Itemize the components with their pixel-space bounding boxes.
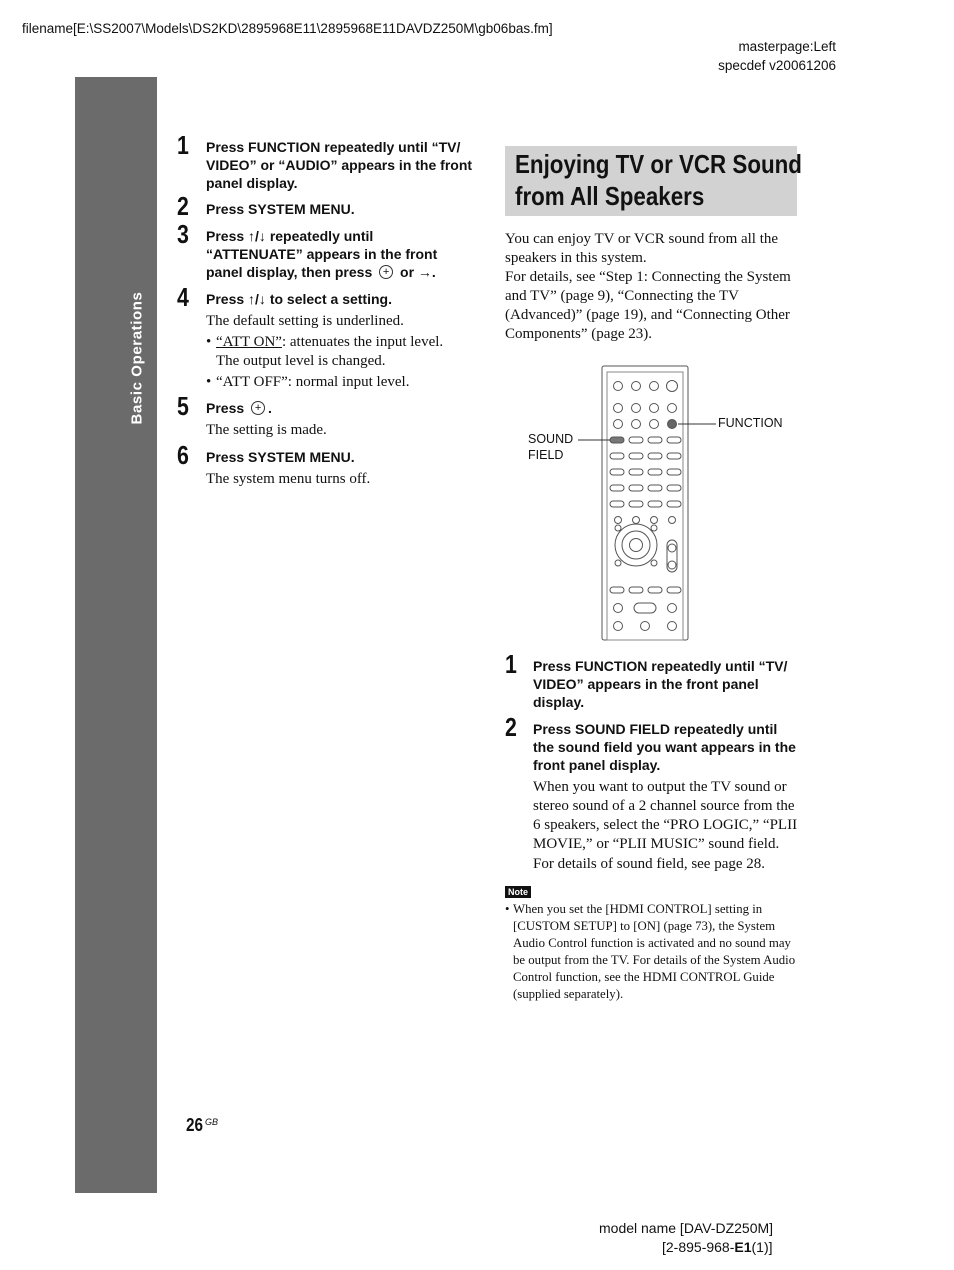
- step-5-end: .: [268, 400, 272, 416]
- step-6-heading: Press SYSTEM MENU.: [206, 449, 355, 465]
- function-callout-label: FUNCTION: [718, 416, 783, 430]
- right-step-2-heading: Press SOUND FIELD repeatedly until the sound field you want appears in the front panel display.: [533, 721, 796, 773]
- sidebar-label: Basic Operations: [128, 291, 146, 425]
- up-down-arrows-icon: ↑/↓: [248, 228, 266, 244]
- step-number: 1: [177, 130, 189, 160]
- field-label: FIELD: [528, 448, 564, 462]
- right-step-2-description: When you want to output the TV sound or stereo sound of a 2 channel source from the 6 speakers, select the “PRO LOGIC,” “PLII MOVIE,” or “PLII MUSIC” sound field.: [533, 779, 798, 852]
- up-down-arrows-icon: ↑/↓: [248, 291, 266, 307]
- step-6-description: The system menu turns off.: [206, 471, 371, 487]
- att-on-default: “ATT ON”: [216, 334, 282, 350]
- filename-header: filename[E:\SS2007\Models\DS2KD\2895968E11\2895968E11DAVDZ250M\gb06bas.fm]: [22, 21, 553, 36]
- step-3-or: or: [396, 264, 418, 280]
- step-4-text-b: to select a setting.: [265, 291, 392, 307]
- step-number: 1: [505, 649, 517, 679]
- step-number: 5: [177, 391, 189, 421]
- model-line-2: [599, 1238, 773, 1257]
- enter-button-icon: [379, 265, 393, 279]
- model-name-footer: [599, 1219, 773, 1257]
- model-code-c: (1)]: [751, 1239, 773, 1255]
- step-4-description: The default setting is underlined.: [206, 313, 404, 329]
- remote-control-figure: [520, 360, 800, 645]
- sound-label: SOUND: [528, 432, 574, 446]
- sound-field-callout-label: [528, 431, 573, 463]
- model-code-a: [2-895-968-: [662, 1239, 735, 1255]
- section-intro: [505, 230, 797, 344]
- page-number: 26: [186, 1115, 204, 1135]
- right-arrow-icon: →: [417, 264, 432, 280]
- step-4-text-a: Press: [206, 291, 249, 307]
- step-5-heading: [206, 399, 476, 417]
- step-4-heading: [206, 290, 476, 308]
- enter-button-icon: [251, 401, 265, 415]
- note-text: When you set the [HDMI CONTROL] setting in [CUSTOM SETUP] to [ON] (page 73), the System Audio Control function is activated and no sound may be output from the TV. For details of the System Audio Control function, see the HDMI CONTROL Guide (supplied separately).: [513, 902, 796, 1001]
- step-4-bullet-att-off: “ATT OFF”: normal input level.: [216, 374, 410, 390]
- note-bullet: •: [505, 902, 510, 916]
- model-line-1: model name [DAV-DZ250M]: [599, 1220, 774, 1236]
- right-step-1-heading: Press FUNCTION repeatedly until “TV/ VIDEO” appears in the front panel display.: [533, 658, 788, 710]
- section-sidebar: [75, 77, 157, 1193]
- specdef-text: specdef v20061206: [718, 58, 836, 73]
- section-title: [515, 148, 802, 212]
- step-number: 2: [505, 712, 517, 742]
- title-line-2: from All Speakers: [515, 181, 705, 211]
- step-3-heading: [206, 227, 472, 281]
- step-number: 2: [177, 191, 189, 221]
- step-2-heading: Press SYSTEM MENU.: [206, 201, 355, 217]
- step-5-text: Press: [206, 400, 245, 416]
- right-step-2-reference: For details of sound field, see page 28.: [533, 856, 766, 872]
- step-4-bullet-att-on: [216, 333, 461, 371]
- masterpage-text: masterpage:Left: [738, 39, 836, 54]
- step-number: 3: [177, 219, 189, 249]
- details-text: For details, see “Step 1: Connecting the System and TV” (page 9), “Connecting the TV (Advanced)” (page 19), and “Connecting Other Components” (page 23).: [505, 269, 791, 342]
- step-5-description: The setting is made.: [206, 422, 327, 438]
- step-3-end: .: [431, 264, 436, 280]
- step-1-heading: Press FUNCTION repeatedly until “TV/ VIDEO” or “AUDIO” appears in the front panel display.: [206, 139, 473, 191]
- bullet: •: [206, 334, 212, 350]
- step-3-text-a: Press: [206, 228, 249, 244]
- masterpage-header: [718, 37, 836, 75]
- step-number: 6: [177, 440, 189, 470]
- model-code-b: E1: [734, 1239, 752, 1255]
- intro-text: You can enjoy TV or VCR sound from all the speakers in this system.: [505, 231, 779, 266]
- title-line-1: Enjoying TV or VCR Sound: [515, 149, 802, 179]
- att-on-desc: : attenuates the input level. The output level is changed.: [216, 334, 444, 369]
- bullet: •: [206, 374, 212, 390]
- step-3-text-b: repeatedly until “ATTENUATE” appears in the front panel display, then press: [206, 228, 438, 280]
- step-number: 4: [177, 282, 189, 312]
- note-badge: Note: [505, 886, 531, 898]
- page-region-code: GB: [205, 1117, 219, 1127]
